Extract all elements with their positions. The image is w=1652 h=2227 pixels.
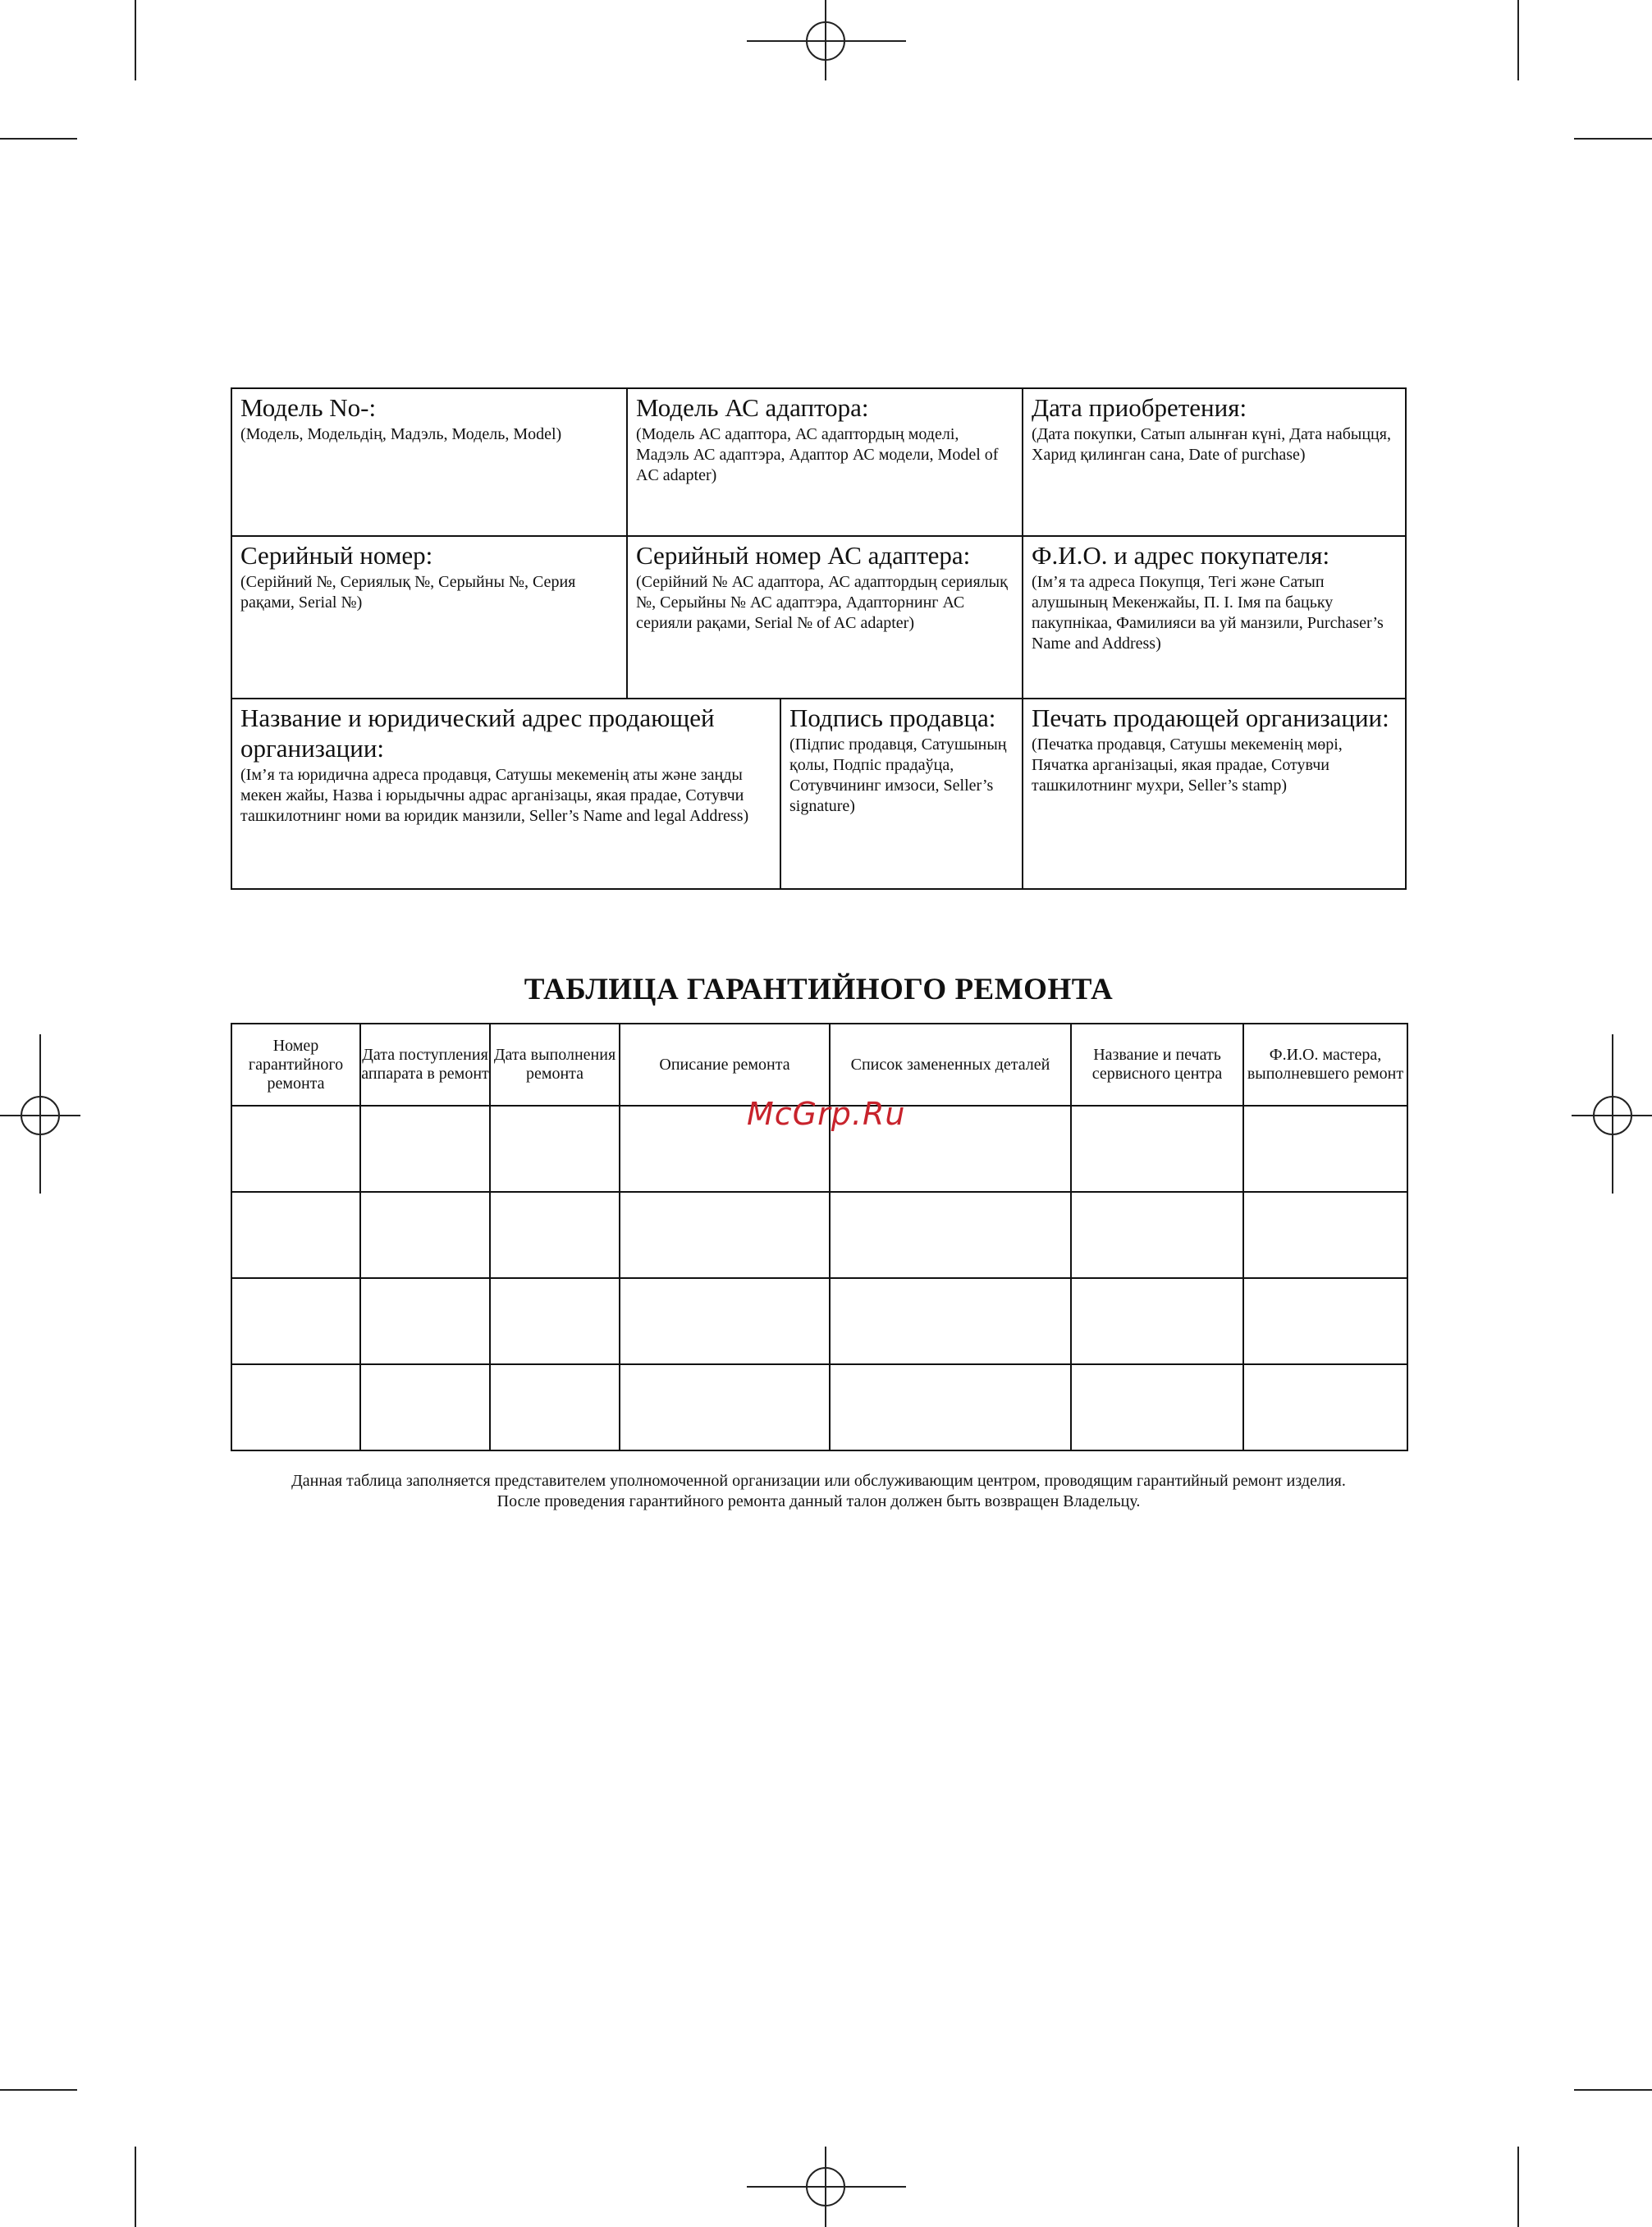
adapter-model-translations: (Модель АС адаптора, АС адаптордың моделі, Мадэль АС адаптэра, Адаптор АС модели, Model of AC adapter) bbox=[636, 425, 999, 484]
seller-org-label: Название и юридический адрес продающей организации: bbox=[240, 703, 715, 763]
registration-mark-top-circle bbox=[806, 21, 845, 61]
buyer-field[interactable] bbox=[1023, 537, 1407, 698]
table-cell[interactable] bbox=[830, 1192, 1071, 1278]
registration-mark-left-circle bbox=[21, 1096, 60, 1135]
seller-stamp-field[interactable] bbox=[1023, 699, 1407, 890]
adapter-serial-translations: (Серійний № АС адаптора, АС адаптордың сериялық №, Серыйны № АС адаптэра, Адапторнинг АС серияли рақами, Serial № of AC adapter) bbox=[636, 573, 1008, 632]
table-cell[interactable] bbox=[360, 1278, 490, 1364]
table-cell[interactable] bbox=[231, 1106, 360, 1192]
buyer-label: Ф.И.О. и адрес покупателя: bbox=[1032, 541, 1330, 570]
table-cell[interactable] bbox=[830, 1364, 1071, 1450]
buyer-translations: (Ім’я та адреса Покупця, Тегі және Сатып алушының Мекенжайы, П. І. Імя па бацьку пакупнікаа, Фамилияси ва уй манзили, Purchaser’s Name and Address) bbox=[1032, 573, 1384, 653]
column-header-service-center: Название и печать сервисного центра bbox=[1071, 1024, 1243, 1106]
seller-stamp-label: Печать продающей организации: bbox=[1032, 703, 1389, 732]
table-cell[interactable] bbox=[360, 1192, 490, 1278]
table-cell[interactable] bbox=[490, 1192, 620, 1278]
crop-mark-bottom-right-h bbox=[1574, 2089, 1652, 2091]
table-cell[interactable] bbox=[360, 1364, 490, 1450]
seller-org-translations: (Ім’я та юридична адреса продавця, Сатушы мекеменің аты және заңды мекен жайы, Назва і юрыдычны адрас арганізацы, якая прадае, Сотувчи ташкилотнинг номи ва юридик манзили, Seller’s Name and legal Address) bbox=[240, 766, 749, 825]
repair-table-header-row bbox=[231, 1024, 1407, 1106]
table-cell[interactable] bbox=[1243, 1364, 1407, 1450]
table-cell[interactable] bbox=[1243, 1192, 1407, 1278]
table-cell[interactable] bbox=[1243, 1278, 1407, 1364]
adapter-serial-label: Серийный номер АС адаптера: bbox=[636, 541, 971, 570]
purchase-date-field[interactable] bbox=[1023, 389, 1407, 535]
seller-org-field[interactable] bbox=[232, 699, 780, 890]
model-translations: (Модель, Модельдің, Мадэль, Модель, Model) bbox=[240, 425, 562, 443]
adapter-serial-field[interactable] bbox=[628, 537, 1022, 698]
table-cell[interactable] bbox=[620, 1364, 830, 1450]
table-row bbox=[231, 1278, 1407, 1364]
column-header-completion-date: Дата выполнения ремонта bbox=[490, 1024, 620, 1106]
column-header-repair-number: Номер гарантийного ремонта bbox=[231, 1024, 360, 1106]
purchase-date-label: Дата приобретения: bbox=[1032, 393, 1247, 422]
adapter-model-label: Модель АС адаптора: bbox=[636, 393, 869, 422]
seller-stamp-translations: (Печатка продавця, Сатушы мекеменің мөрі, Пячатка арганізацыі, якая прадае, Сотувчи ташкилотнинг мухри, Seller’s stamp) bbox=[1032, 735, 1343, 795]
crop-mark-top-left-h bbox=[0, 138, 77, 140]
seller-signature-translations: (Підпис продавця, Сатушының қолы, Подпіс прадаўца, Сотувчининг имзоси, Seller’s signature) bbox=[789, 735, 1007, 815]
table-cell[interactable] bbox=[1243, 1106, 1407, 1192]
table-cell[interactable] bbox=[490, 1278, 620, 1364]
repair-table-title: ТАБЛИЦА ГАРАНТИЙНОГО РЕМОНТА bbox=[524, 973, 1114, 1006]
table-cell[interactable] bbox=[830, 1278, 1071, 1364]
table-cell[interactable] bbox=[231, 1278, 360, 1364]
serial-number-label: Серийный номер: bbox=[240, 541, 433, 570]
crop-mark-bottom-left bbox=[135, 2147, 136, 2227]
registration-mark-bottom-circle bbox=[806, 2167, 845, 2206]
column-header-replaced-parts: Список замененных деталей bbox=[830, 1024, 1071, 1106]
column-header-received-date: Дата поступления аппарата в ремонт bbox=[360, 1024, 490, 1106]
seller-signature-field[interactable] bbox=[781, 699, 1022, 890]
crop-mark-top-left bbox=[135, 0, 136, 80]
serial-number-field[interactable] bbox=[232, 537, 626, 698]
table-cell[interactable] bbox=[360, 1106, 490, 1192]
watermark: McGrp.Ru bbox=[747, 1096, 906, 1132]
model-label: Модель No-: bbox=[240, 393, 377, 422]
crop-mark-top-right bbox=[1517, 0, 1519, 80]
seller-signature-label: Подпись продавца: bbox=[789, 703, 996, 732]
table-cell[interactable] bbox=[490, 1106, 620, 1192]
table-cell[interactable] bbox=[1071, 1278, 1243, 1364]
serial-number-translations: (Серійний №, Сериялық №, Серыйны №, Серия рақами, Serial №) bbox=[240, 573, 576, 612]
column-header-technician: Ф.И.О. мастера, выполневшего ремонт bbox=[1243, 1024, 1407, 1106]
table-cell[interactable] bbox=[620, 1278, 830, 1364]
repair-table bbox=[231, 1023, 1408, 1451]
table-cell[interactable] bbox=[231, 1192, 360, 1278]
table-cell[interactable] bbox=[1071, 1192, 1243, 1278]
table-cell[interactable] bbox=[1071, 1106, 1243, 1192]
table-cell[interactable] bbox=[1071, 1364, 1243, 1450]
purchase-date-translations: (Дата покупки, Сатып алынған күні, Дата набыцця, Харид қилинган сана, Date of purchase) bbox=[1032, 425, 1391, 464]
model-field[interactable] bbox=[232, 389, 626, 535]
crop-mark-bottom-right bbox=[1517, 2147, 1519, 2227]
table-cell[interactable] bbox=[620, 1192, 830, 1278]
table-row bbox=[231, 1364, 1407, 1450]
instruction-note-line-1: Данная таблица заполняется представителем уполномоченной организации или обслуживающим центром, проводящим гарантийный ремонт изделия. bbox=[291, 1472, 1346, 1490]
table-row bbox=[231, 1192, 1407, 1278]
table-cell[interactable] bbox=[490, 1364, 620, 1450]
table-cell[interactable] bbox=[231, 1364, 360, 1450]
column-header-repair-description: Описание ремонта bbox=[620, 1024, 830, 1106]
adapter-model-field[interactable] bbox=[628, 389, 1022, 535]
crop-mark-top-right-h bbox=[1574, 138, 1652, 140]
instruction-note-line-2: После проведения гарантийного ремонта данный талон должен быть возвращен Владельцу. bbox=[497, 1492, 1141, 1510]
registration-mark-right-circle bbox=[1593, 1096, 1632, 1135]
warranty-info-card bbox=[231, 387, 1407, 890]
crop-mark-bottom-left-h bbox=[0, 2089, 77, 2091]
